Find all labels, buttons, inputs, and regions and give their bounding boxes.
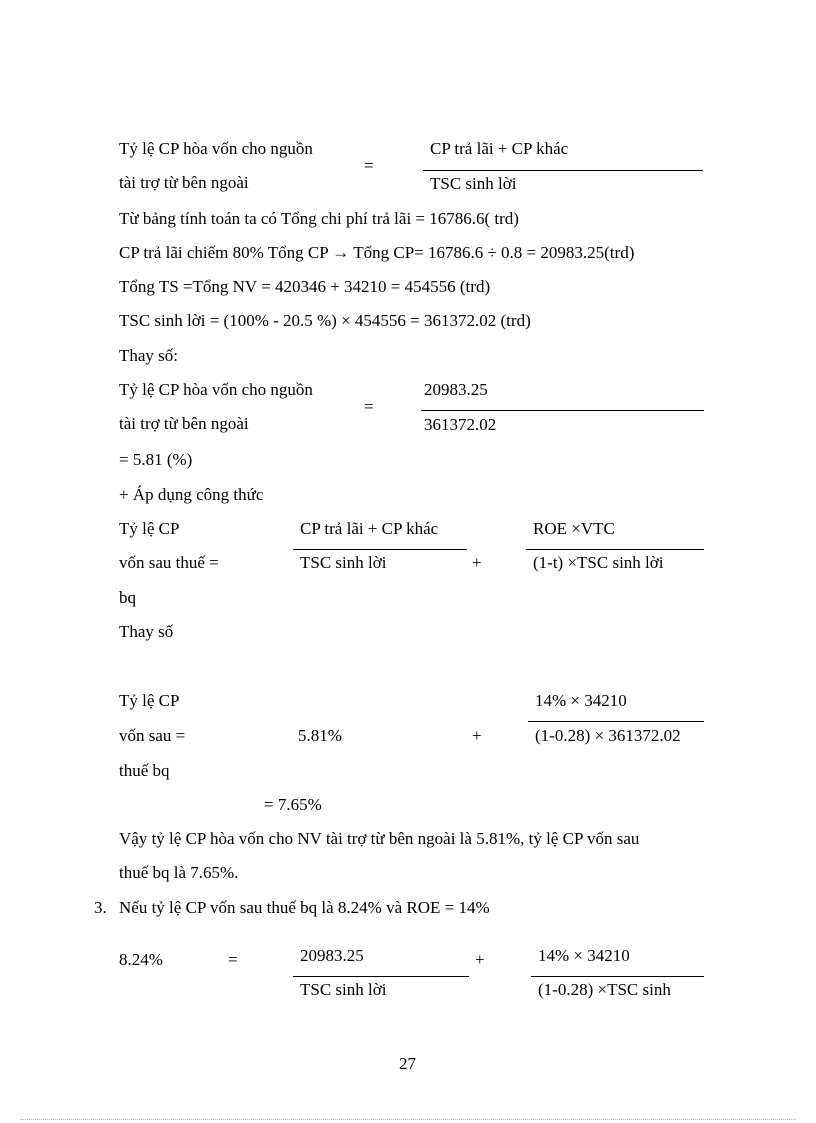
formula-4-numerator-2: 14% × 34210: [535, 691, 627, 710]
formula-3-denominator-2: (1-t) ×TSC sinh lời: [533, 553, 664, 572]
fraction-bar: [526, 549, 704, 550]
fraction-bar: [293, 976, 469, 977]
formula-2-denominator: 361372.02: [424, 415, 497, 434]
formula-2-equals: =: [364, 397, 374, 416]
formula-5-lhs: 8.24%: [119, 950, 163, 969]
formula-3-numerator-1: CP trả lãi + CP khác: [300, 519, 439, 538]
page-number: 27: [399, 1054, 416, 1073]
fraction-bar: [293, 549, 467, 550]
formula-2-label-line1: Tỷ lệ CP hòa vốn cho nguồn: [119, 380, 313, 399]
conclusion-line-2: thuế bq là 7.65%.: [119, 863, 239, 882]
formula-1-denominator: TSC sinh lời: [430, 174, 517, 193]
formula-1-label-line1: Tỷ lệ CP hòa vốn cho nguồn: [119, 139, 313, 158]
formula-2-result: = 5.81 (%): [119, 450, 193, 469]
fraction-bar: [531, 976, 704, 977]
calc-line-2: CP trả lãi chiếm 80% Tổng CP → Tổng CP= 16786.6 ÷ 0.8 = 20983.25(trd): [119, 243, 635, 262]
formula-4-label-line3: thuế bq: [119, 761, 170, 780]
formula-4-term-1: 5.81%: [298, 726, 342, 745]
formula-2-numerator: 20983.25: [424, 380, 488, 399]
formula-4-denominator-2: (1-0.28) × 361372.02: [535, 726, 681, 745]
formula-3-denominator-1: TSC sinh lời: [300, 553, 387, 572]
formula-4-label-line1: Tỷ lệ CP: [119, 691, 180, 710]
formula-4-label-line2: vốn sau =: [119, 726, 186, 745]
fraction-bar: [421, 410, 704, 411]
formula-3-label-line3: bq: [119, 588, 136, 607]
formula-1-equals: =: [364, 156, 374, 175]
formula-4-result: = 7.65%: [264, 795, 322, 814]
calc-line-4: TSC sinh lời = (100% - 20.5 %) × 454556 = 361372.02 (trd): [119, 311, 531, 330]
fraction-bar: [528, 721, 704, 722]
page-bottom-border: [20, 1119, 796, 1120]
formula-5-denominator-1: TSC sinh lời: [300, 980, 387, 999]
formula-5-equals: =: [228, 950, 238, 969]
calc-line-3: Tổng TS =Tổng NV = 420346 + 34210 = 454556 (trd): [119, 277, 491, 296]
conclusion-line-1: Vậy tỷ lệ CP hòa vốn cho NV tài trợ từ bên ngoài là 5.81%, tỷ lệ CP vốn sau: [119, 829, 640, 848]
formula-5-denominator-2: (1-0.28) ×TSC sinh: [538, 980, 671, 999]
formula-5-numerator-2: 14% × 34210: [538, 946, 630, 965]
formula-1-label-line2: tài trợ từ bên ngoài: [119, 173, 249, 192]
formula-3-label-line1: Tỷ lệ CP: [119, 519, 180, 538]
formula-3-plus: +: [472, 553, 482, 572]
formula-3-after: Thay số: [119, 622, 174, 641]
formula-2-label-line2: tài trợ từ bên ngoài: [119, 414, 249, 433]
fraction-bar: [423, 170, 703, 171]
apply-heading: + Áp dụng công thức: [119, 485, 264, 504]
calc-line-1: Từ bảng tính toán ta có Tổng chi phí trả lãi = 16786.6( trd): [119, 209, 519, 228]
formula-5-numerator-1: 20983.25: [300, 946, 364, 965]
formula-3-numerator-2: ROE ×VTC: [533, 519, 615, 538]
formula-3-label-line2: vốn sau thuế =: [119, 553, 219, 572]
formula-5-plus: +: [475, 950, 485, 969]
formula-1-numerator: CP trả lãi + CP khác: [430, 139, 569, 158]
item-3-text: Nếu tỷ lệ CP vốn sau thuế bq là 8.24% và ROE = 14%: [119, 898, 490, 917]
calc-line-5: Thay số:: [119, 346, 179, 365]
formula-4-plus: +: [472, 726, 482, 745]
item-3-number: 3.: [94, 898, 107, 917]
